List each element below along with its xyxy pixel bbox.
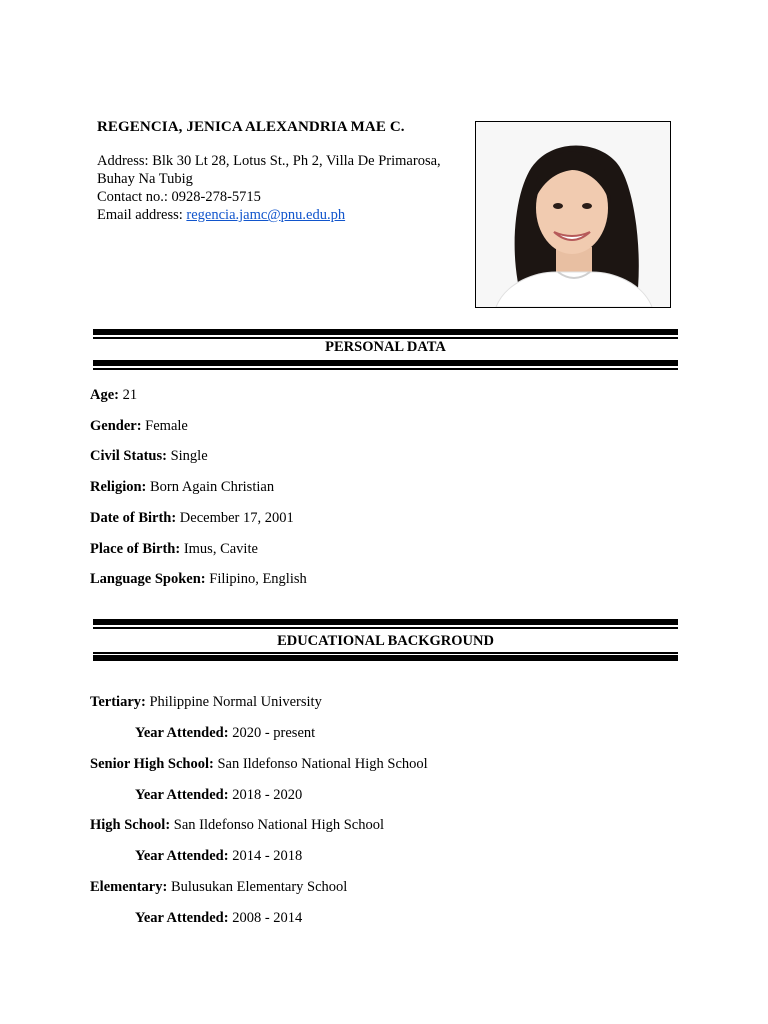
field-label: Place of Birth: [90, 541, 181, 557]
edu-level-label: High School: [90, 817, 171, 833]
field-label: Civil Status: [90, 448, 167, 464]
edu-level-label: Tertiary: [90, 694, 146, 710]
profile-photo [475, 121, 671, 308]
field-value: Filipino, English [209, 571, 307, 587]
edu-high-school [90, 817, 384, 834]
email-line [97, 206, 467, 224]
contact-block [97, 152, 467, 224]
field-place-of-birth [90, 541, 258, 558]
email-label: Email address: [97, 207, 183, 223]
edu-senior-high [90, 756, 428, 773]
section-divider-top [93, 329, 678, 335]
contact-number-line [97, 188, 467, 206]
edu-elementary-years [135, 910, 302, 927]
field-value: Born Again Christian [150, 479, 275, 495]
section-divider-bottom [93, 655, 678, 661]
field-label: Date of Birth: [90, 510, 177, 526]
section-divider-bottom-thin [93, 652, 678, 654]
year-attended-value: 2014 - 2018 [232, 848, 303, 864]
edu-level-label: Elementary: [90, 879, 168, 895]
section-divider-bottom-thin [93, 368, 678, 370]
personal-data-title: PERSONAL DATA [325, 339, 446, 355]
contact-label: Contact no.: [97, 189, 168, 205]
field-label: Gender: [90, 418, 142, 434]
address-value-line1: Blk 30 Lt 28, Lotus St., Ph 2, Villa De Primarosa, [152, 153, 441, 169]
section-divider-top-thin [93, 627, 678, 629]
edu-school: San Ildefonso National High School [217, 756, 428, 772]
year-attended-label: Year Attended: [135, 848, 229, 864]
edu-senior-high-years [135, 787, 302, 804]
field-label: Language Spoken: [90, 571, 206, 587]
year-attended-label: Year Attended: [135, 910, 229, 926]
address-value-line2: Buhay Na Tubig [97, 171, 193, 187]
field-civil-status [90, 448, 208, 465]
applicant-name: REGENCIA, JENICA ALEXANDRIA MAE C. [97, 119, 405, 135]
address-label: Address: [97, 153, 149, 169]
year-attended-label: Year Attended: [135, 725, 229, 741]
edu-school: Bulusukan Elementary School [170, 879, 348, 895]
edu-school: Philippine Normal University [149, 694, 322, 710]
edu-school: San Ildefonso National High School [173, 817, 385, 833]
edu-high-school-years [135, 848, 302, 865]
field-label: Religion: [90, 479, 147, 495]
field-date-of-birth [90, 510, 294, 527]
field-value: 21 [122, 387, 138, 403]
field-age [90, 387, 137, 404]
field-value: December 17, 2001 [179, 510, 294, 526]
field-gender [90, 418, 188, 435]
field-value: Single [170, 448, 208, 464]
edu-tertiary-years [135, 725, 315, 742]
educational-background-title: EDUCATIONAL BACKGROUND [277, 633, 494, 649]
year-attended-label: Year Attended: [135, 787, 229, 803]
section-divider-top [93, 619, 678, 625]
field-religion [90, 479, 274, 496]
year-attended-value: 2020 - present [232, 725, 316, 741]
field-value: Imus, Cavite [183, 541, 258, 557]
section-divider-bottom [93, 360, 678, 366]
year-attended-value: 2008 - 2014 [232, 910, 303, 926]
field-language-spoken [90, 571, 307, 588]
field-label: Age: [90, 387, 119, 403]
edu-level-label: Senior High School: [90, 756, 214, 772]
edu-tertiary [90, 694, 322, 711]
address-line [97, 152, 467, 170]
email-link[interactable]: regencia.jamc@pnu.edu.ph [186, 207, 346, 223]
field-value: Female [145, 418, 188, 434]
edu-elementary [90, 879, 347, 896]
year-attended-value: 2018 - 2020 [232, 787, 303, 803]
contact-value: 0928-278-5715 [171, 189, 261, 205]
